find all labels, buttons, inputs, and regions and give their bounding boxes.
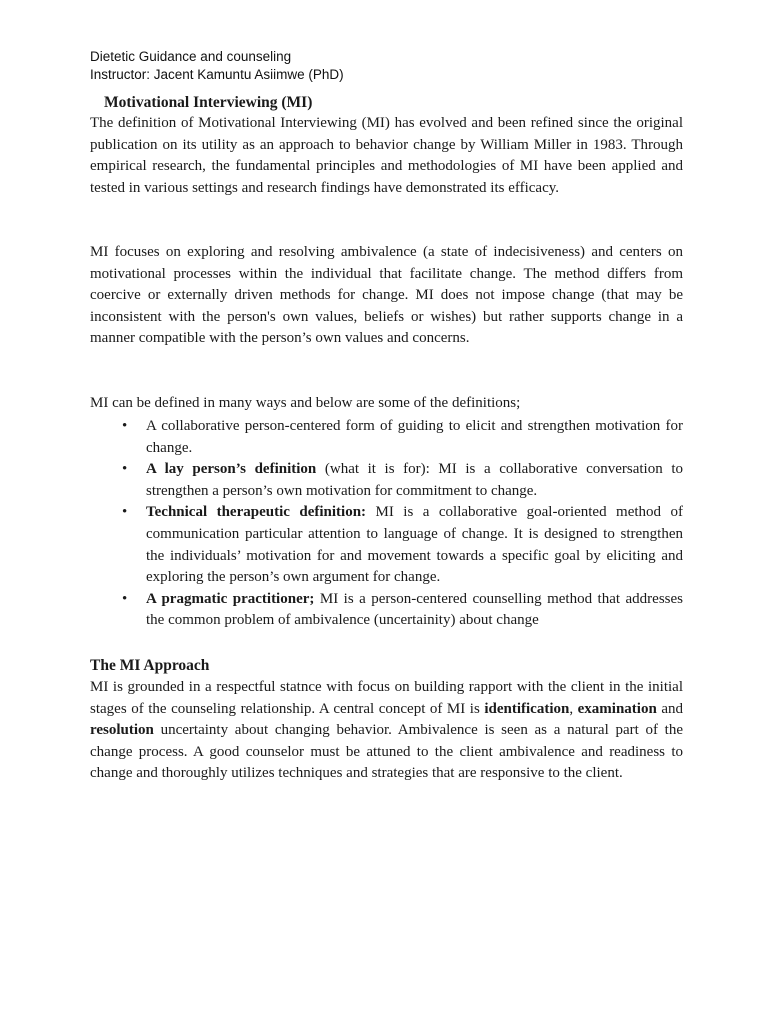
list-item [90,459,683,502]
approach-text: uncertainty about changing behavior. Ambivalence is seen as a natural part of the change process. A good counselor must be attuned to the client ambivalence and readiness to change and thoroughly utilizes techniques and strategies that are responsive to the client. [90,722,683,782]
definition-text: MI is a person-centered counselling method that addresses the common problem of ambivalence (uncertainity) about change [146,590,683,629]
definition-text: A collaborative person-centered form of guiding to elicit and strengthen motivation for change. [146,418,683,456]
instructor-name: Instructor: Jacent Kamuntu Asiimwe (PhD) [90,67,344,82]
paragraph-focus: MI focuses on exploring and resolving ambivalence (a state of indecisiveness) and centers on motivational processes within the individual that facilitate change. The method differs from coercive or externally driven methods for change. MI does not impose change (that may be inconsistent with the person's own values, beliefs or wishes) but rather supports change in a manner compatible with the person’s own values and concerns. [90,244,683,347]
document-title: Motivational Interviewing (MI) [104,94,313,111]
bullet-icon: • [122,461,128,478]
list-item [90,502,683,588]
definition-term: Technical therapeutic definition: [146,504,367,521]
definition-text: MI is a collaborative goal-oriented method of communication particular attention to language of change. It is designed to strengthen the individuals’ motivation for and movement towards a specific goal by eliciting and exploring the person’s own argument for change. [146,504,683,586]
course-title: Dietetic Guidance and counseling [90,49,292,64]
definition-term: A pragmatic practitioner; [146,590,315,607]
definition-term: A lay person’s definition [146,461,317,478]
bullet-icon: • [122,590,128,607]
approach-text: MI is grounded in a respectful statnce with focus on building rapport with the client in the initial stages of the counseling relationship. A central concept of MI is [90,679,683,717]
list-item [90,589,683,632]
definitions-list [90,416,683,632]
paragraph-definitions-intro: MI can be defined in many ways and below are some of the definitions; [90,395,521,411]
bullet-icon: • [122,504,128,521]
bullet-icon: • [122,418,128,434]
approach-term-identification: identification [484,700,570,717]
paragraph-history: The definition of Motivational Interviewing (MI) has evolved and been refined since the original publication on its utility as an approach to behavior change by William Miller in 1983. Through empirical research, the fundamental principles and methodologies of MI have been applied and tested in various settings and research findings have demonstrated its efficacy. [90,115,683,196]
approach-term-resolution: resolution [90,722,154,739]
section-heading-mi-approach: The MI Approach [90,657,210,674]
approach-text: , [569,700,578,717]
approach-text: and [656,700,683,717]
approach-term-examination: examination [577,700,657,717]
paragraph-mi-approach [90,677,683,785]
list-item [90,416,683,459]
definition-text: (what it is for): MI is a collaborative conversation to strengthen a person’s own motivation for commitment to change. [146,461,683,499]
